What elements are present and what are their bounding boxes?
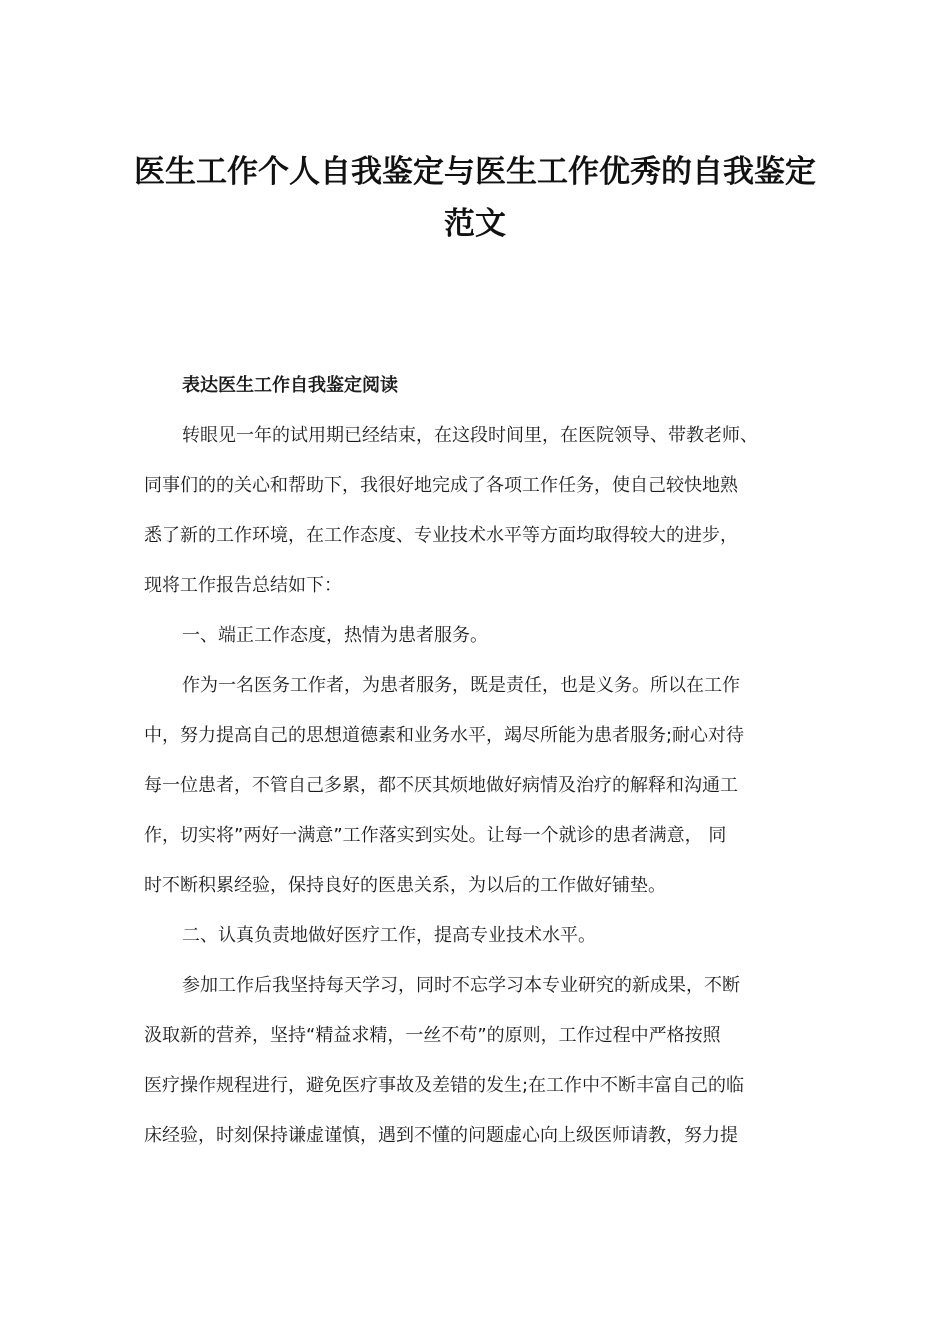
text-line: 汲取新的营养，坚持“精益求精，一丝不苟”的原则，工作过程中严格按照	[144, 1025, 721, 1046]
subsection-heading: 二、认真负责地做好医疗工作，提高专业技术水平。	[182, 925, 596, 946]
text-line: 现将工作报告总结如下：	[144, 575, 342, 596]
text-line: 时不断积累经验，保持良好的医患关系，为以后的工作做好铺垫。	[144, 875, 666, 896]
document-title	[120, 146, 830, 250]
text-line: 作，切实将”两好一满意”工作落实到实处。让每一个就诊的患者满意， 同	[144, 825, 727, 846]
document-body	[144, 361, 814, 1161]
section-heading: 表达医生工作自我鉴定阅读	[182, 375, 398, 396]
text-line: 作为一名医务工作者，为患者服务，既是责任，也是义务。所以在工作	[182, 675, 740, 696]
text-line: 悉了新的工作环境，在工作态度、专业技术水平等方面均取得较大的进步，	[144, 525, 738, 546]
text-line: 转眼见一年的试用期已经结束，在这段时间里，在医院领导、带教老师、	[182, 425, 758, 446]
subsection-heading: 一、端正工作态度，热情为患者服务。	[182, 625, 488, 646]
text-line: 同事们的的关心和帮助下，我很好地完成了各项工作任务，使自己较快地熟	[144, 475, 738, 496]
text-line: 每一位患者，不管自己多累，都不厌其烦地做好病情及治疗的解释和沟通工	[144, 775, 738, 796]
text-line: 床经验，时刻保持谦虚谨慎，遇到不懂的问题虚心向上级医师请教，努力提	[144, 1125, 738, 1146]
document-title-line-2: 范文	[444, 206, 506, 242]
text-line: 参加工作后我坚持每天学习，同时不忘学习本专业研究的新成果，不断	[182, 975, 740, 996]
document-title-line-1: 医生工作个人自我鉴定与医生工作优秀的自我鉴定	[134, 154, 816, 190]
text-line: 医疗操作规程进行，避免医疗事故及差错的发生;在工作中不断丰富自己的临	[144, 1075, 745, 1096]
text-line: 中，努力提高自己的思想道德素和业务水平，竭尽所能为患者服务;耐心对待	[144, 725, 745, 746]
